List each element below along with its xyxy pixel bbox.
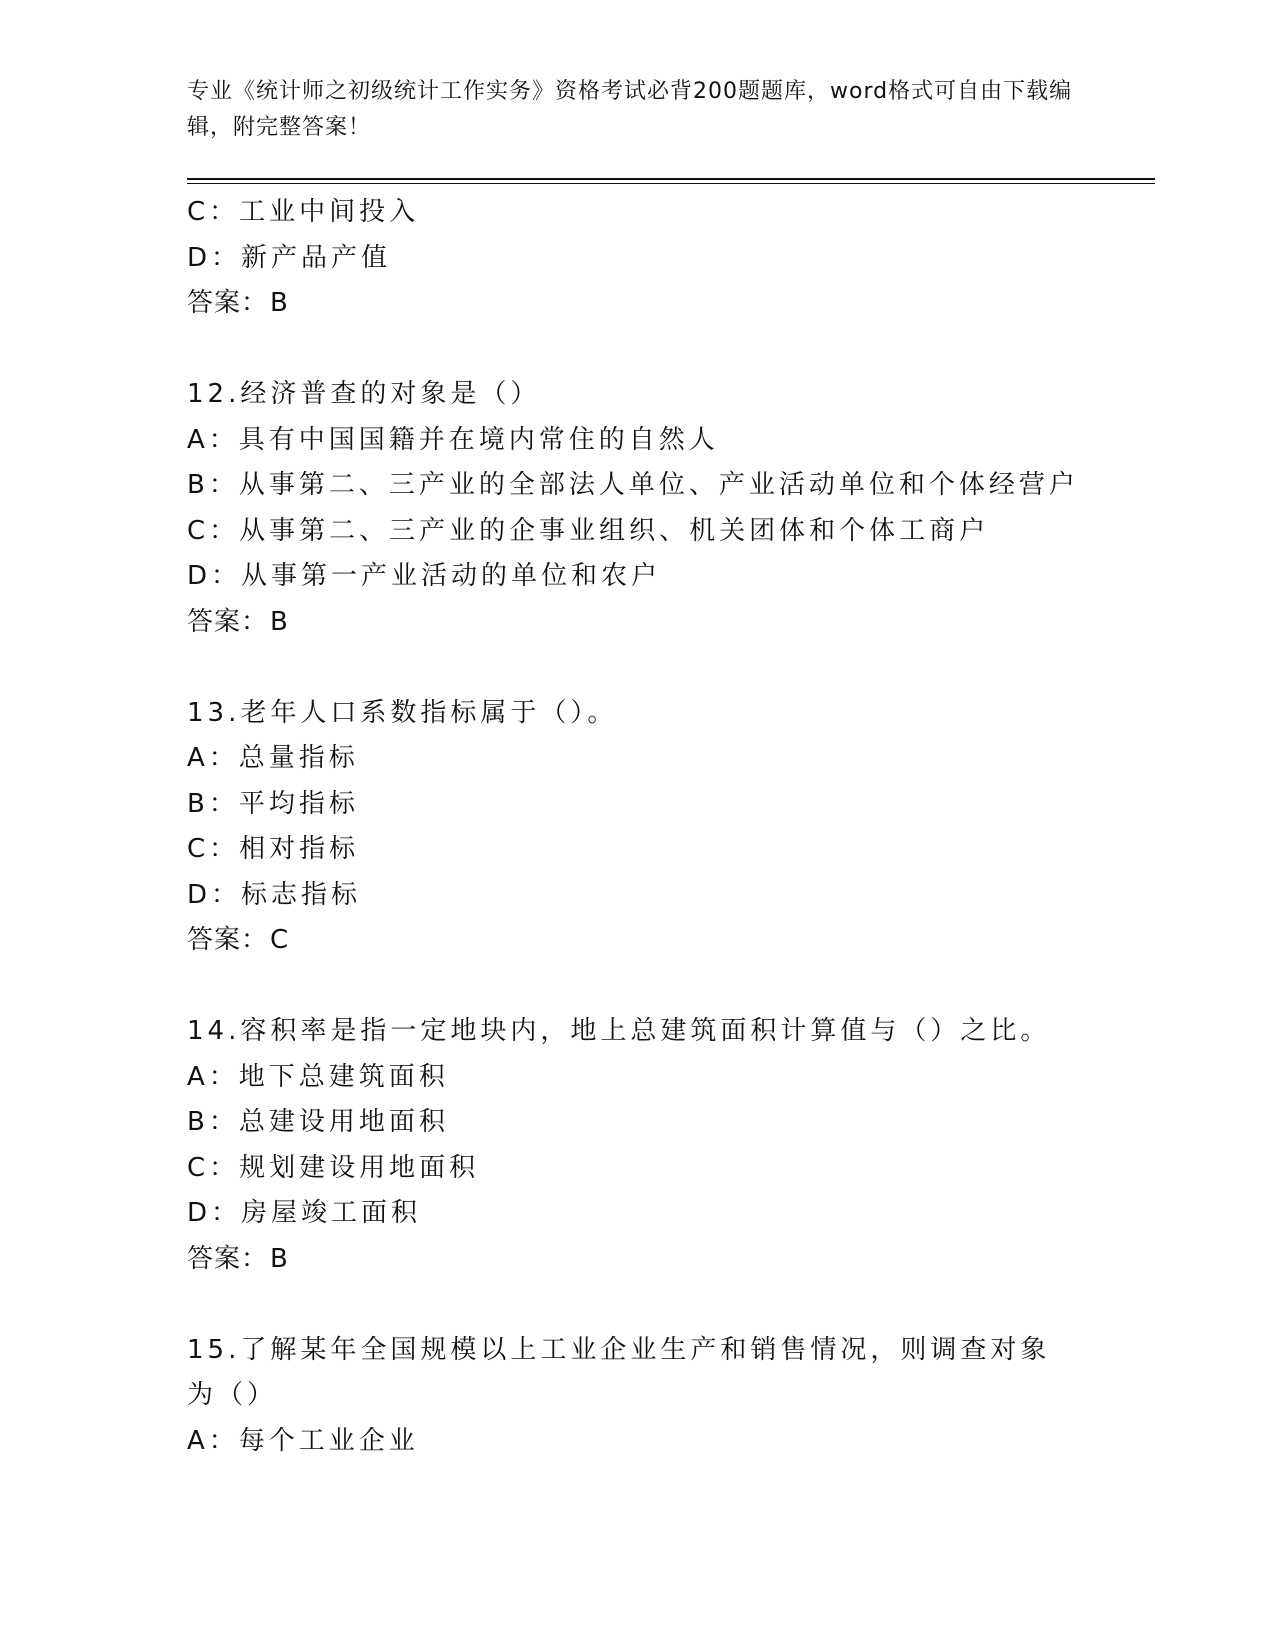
question-list [187, 190, 1155, 1464]
option-b: B：总建设用地面积 [187, 1107, 449, 1137]
answer-label: 答案： [187, 606, 269, 637]
question-stem: 15.了解某年全国规模以上工业企业生产和销售情况，则调查对象为（） [187, 1334, 1051, 1410]
option-a: A：每个工业企业 [187, 1425, 419, 1456]
answer-value: C [270, 925, 290, 955]
question-14 [187, 1009, 1155, 1282]
answer-label: 答案： [187, 288, 269, 318]
option-d: D：房屋竣工面积 [187, 1198, 422, 1228]
option-a: A：总量指标 [187, 743, 359, 773]
option-a: A：具有中国国籍并在境内常住的自然人 [187, 424, 719, 455]
question-carryover [187, 190, 1155, 327]
option-d: D：标志指标 [187, 879, 362, 910]
question-15 [187, 1328, 1155, 1465]
option-d: D：从事第一产业活动的单位和农户 [187, 561, 662, 591]
answer-value: B [270, 288, 289, 318]
header-text: 专业《统计师之初级统计工作实务》资格考试必背200题题库，word格式可自由下载编辑，附完整答案！ [187, 79, 1073, 140]
answer-line [187, 600, 1155, 646]
option-c: C：规划建设用地面积 [187, 1152, 480, 1183]
question-13 [187, 691, 1155, 964]
option-c: C：相对指标 [187, 834, 360, 864]
answer-label: 答案： [187, 925, 269, 955]
question-stem: 13.老年人口系数指标属于（）。 [187, 697, 618, 728]
option-b: B：从事第二、三产业的全部法人单位、产业活动单位和个体经营户 [187, 470, 1079, 500]
option-c: C：从事第二、三产业的企事业组织、机关团体和个体工商户 [187, 515, 990, 546]
answer-value: B [270, 606, 289, 637]
question-stem: 14.容积率是指一定地块内，地上总建筑面积计算值与（）之比。 [187, 1016, 1051, 1046]
question-12 [187, 372, 1155, 645]
answer-line [187, 281, 1155, 327]
option-b: B：平均指标 [187, 788, 359, 819]
option-a: A：地下总建筑面积 [187, 1061, 449, 1092]
answer-value: B [270, 1243, 289, 1274]
option-c: C：工业中间投入 [187, 197, 420, 227]
answer-line [187, 918, 1155, 964]
document-header [187, 74, 1077, 146]
header-divider [187, 178, 1155, 184]
question-stem: 12.经济普查的对象是（） [187, 379, 541, 409]
answer-label: 答案： [187, 1243, 269, 1274]
option-d: D：新产品产值 [187, 242, 392, 273]
answer-line [187, 1237, 1155, 1283]
